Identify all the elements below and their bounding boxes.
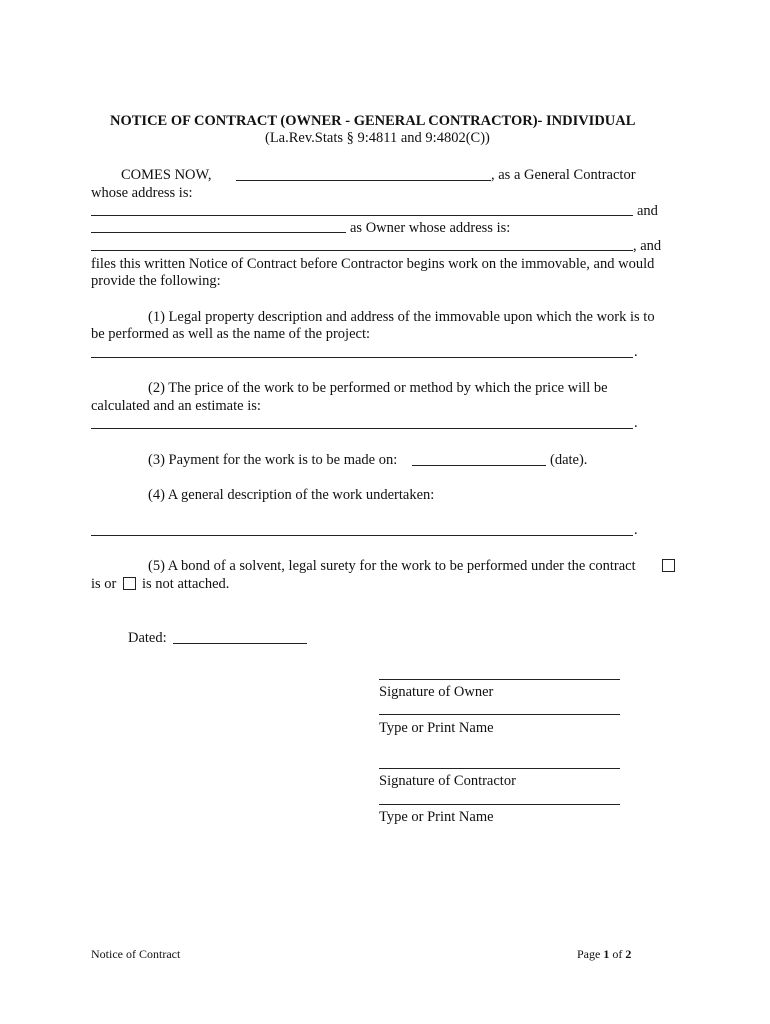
item4-text: (4) A general description of the work undertaken: xyxy=(148,487,435,503)
footer-page-number: 1 xyxy=(603,947,610,961)
price-estimate-blank[interactable] xyxy=(91,428,633,429)
item3-text: (3) Payment for the work is to be made on: xyxy=(148,452,398,468)
property-description-blank[interactable] xyxy=(91,357,633,358)
item1-period: . xyxy=(634,344,638,360)
owner-signature-label: Signature of Owner xyxy=(379,684,494,700)
item3-date-label: (date). xyxy=(550,452,588,468)
bond-attached-checkbox[interactable] xyxy=(662,559,675,572)
footer-document-name: Notice of Contract xyxy=(91,947,181,961)
owner-address-blank[interactable] xyxy=(91,250,633,251)
footer-of-word: of xyxy=(612,947,623,961)
contractor-address-blank[interactable] xyxy=(91,215,633,216)
and-label-2: , and xyxy=(633,238,662,254)
files-notice-text-2: provide the following: xyxy=(91,273,221,289)
contractor-signature-label: Signature of Contractor xyxy=(379,773,516,789)
dated-blank[interactable] xyxy=(173,643,307,644)
document-title: NOTICE OF CONTRACT (OWNER - GENERAL CONTRACTOR)- INDIVIDUAL xyxy=(110,113,636,129)
as-general-contractor-label: , as a General Contractor xyxy=(491,167,636,183)
owner-print-name-line[interactable] xyxy=(379,714,620,715)
item2-period: . xyxy=(634,415,638,431)
whose-address-label: whose address is: xyxy=(91,185,193,201)
item2-text-1: (2) The price of the work to be performed or method by which the price will be xyxy=(148,380,608,396)
contractor-signature-line[interactable] xyxy=(379,768,620,769)
bond-not-attached-checkbox[interactable] xyxy=(123,577,136,590)
as-owner-label: as Owner whose address is: xyxy=(350,220,511,236)
item5-text: (5) A bond of a solvent, legal surety for the work to be performed under the contract xyxy=(148,558,636,574)
contractor-print-name-label: Type or Print Name xyxy=(379,809,494,825)
footer-page-indicator xyxy=(577,945,631,963)
item1-text-1: (1) Legal property description and address of the immovable upon which the work is to xyxy=(148,309,655,325)
item2-text-2: calculated and an estimate is: xyxy=(91,398,261,414)
footer-page-total: 2 xyxy=(625,947,632,961)
dated-label: Dated: xyxy=(128,630,167,646)
item1-text-2: be performed as well as the name of the project: xyxy=(91,326,371,342)
owner-print-name-label: Type or Print Name xyxy=(379,720,494,736)
owner-name-blank[interactable] xyxy=(91,232,346,233)
payment-date-blank[interactable] xyxy=(412,465,546,466)
item5-not-attached-label: is not attached. xyxy=(142,576,230,592)
owner-signature-line[interactable] xyxy=(379,679,620,680)
and-label-1: and xyxy=(637,203,658,219)
contractor-print-name-line[interactable] xyxy=(379,804,620,805)
footer-page-word: Page xyxy=(577,947,601,961)
files-notice-text-1: files this written Notice of Contract before Contractor begins work on the immovable, and would xyxy=(91,256,655,272)
contractor-name-blank[interactable] xyxy=(236,180,491,181)
item5-is-or-label: is or xyxy=(91,576,117,592)
statute-reference: (La.Rev.Stats § 9:4811 and 9:4802(C)) xyxy=(265,130,490,146)
comes-now-label: COMES NOW, xyxy=(121,167,212,183)
item4-period: . xyxy=(634,522,638,538)
work-description-blank[interactable] xyxy=(91,535,633,536)
